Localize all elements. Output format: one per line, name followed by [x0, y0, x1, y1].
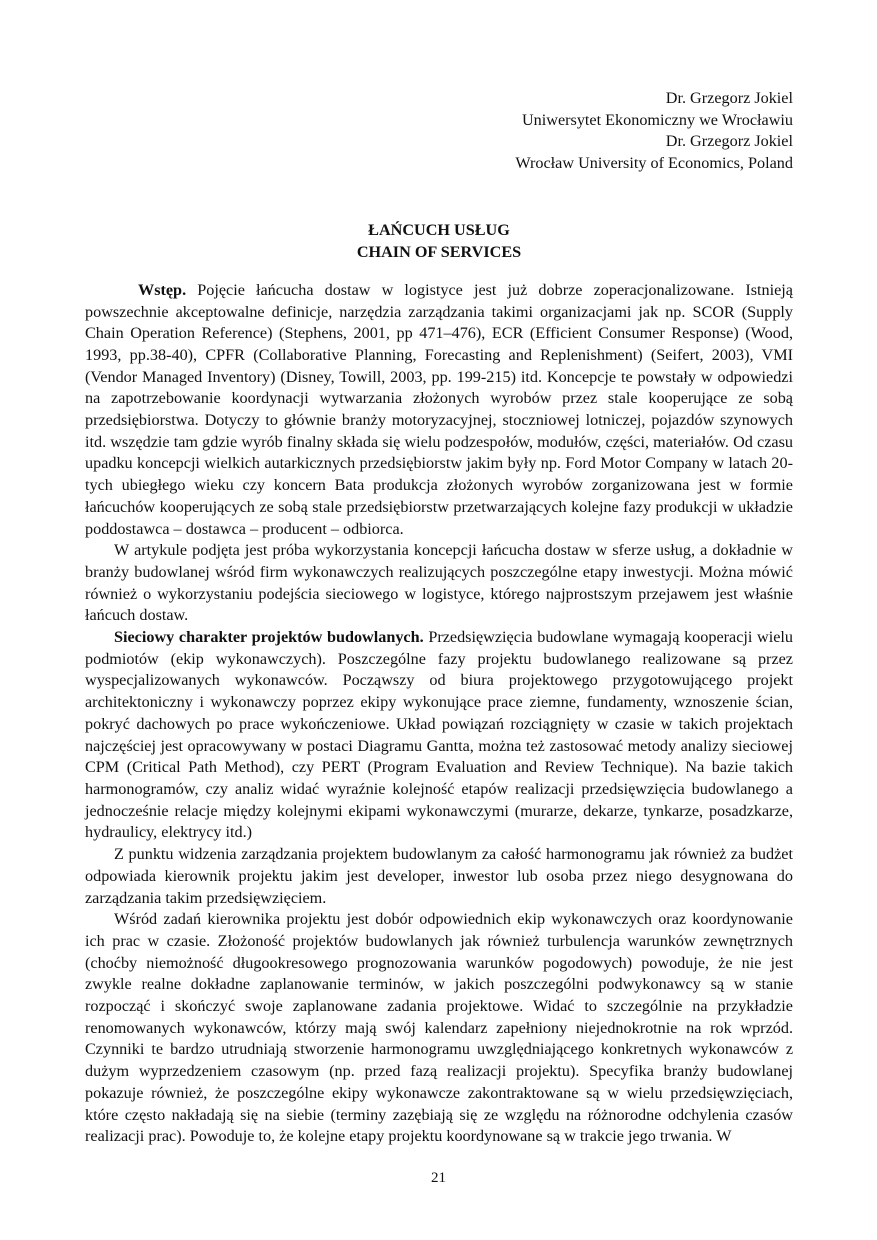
network-section-heading: Sieciowy charakter projektów budowlanych. — [114, 628, 424, 647]
introduction-heading: Wstęp. — [138, 280, 187, 299]
introduction-text: Pojęcie łańcucha dostaw w logistyce jest już dobrze zoperacjonalizowane. Istnieją powszechnie akceptowalne definicje, narzędzia zarządzania takimi organizacjami jak np. SCOR (Supply Chain Operation Reference) (Stephens, 2001, pp 471–476), ECR (Efficient Consumer Response) (Wood, 1993, pp.38-40), CPFR (Collaborative Planning, Forecasting and Replenishment) (Seifert, 2003), VMI (Vendor Managed Inventory) (Disney, Towill, 2003, pp. 199-215) itd. Koncepcje te powstały w odpowiedzi na zapotrzebowanie koordynacji wytwarzania złożonych wyrobów przez stale kooperujące ze sobą przedsiębiorstwa. Dotyczy to głównie branży motoryzacyjnej, stoczniowej lotniczej, pojazdów szynowych itd. wszędzie tam gdzie wyrób finalny składa się wielu podzespołów, modułów, części, materiałów. Od czasu upadku koncepcji wielkich autarkicznych przedsiębiorstw jakim były np. Ford Motor Company w latach 20-tych ubiegłego wieku czy koncern Bata produkcja złożonych wyrobów zorganizowana jest w formie łańcuchów kooperujących ze sobą stale przedsiębiorstw przetwarzających kolejne fazy produkcji w układzie poddostawca – dostawca – producent – odbiorca. — [85, 280, 793, 538]
affiliation-english: Wrocław University of Economics, Poland — [515, 154, 793, 173]
article-body — [85, 280, 793, 1148]
page — [85, 0, 793, 1148]
author-name-polish: Dr. Grzegorz Jokiel — [665, 89, 793, 107]
network-section-text: Przedsięwzięcia budowlane wymagają kooperacji wielu podmiotów (ekip wykonawczych). Poszczególne fazy projektu budowlanego realizowane są przez wyspecjalizowanych wykonawców. Począwszy od biura projektowego przygotowującego projekt architektoniczny i wykonawczy poprzez ekipy wykonujące prace ziemne, fundamenty, wznoszenie ścian, pokryć dachowych po prace wykończeniowe. Układ powiązań rozciągnięty w czasie w takich projektach najczęściej jest opracowywany w postaci Diagramu Gantta, można też zastosować metody analizy sieciowej CPM (Critical Path Method), czy PERT (Program Evaluation and Review Technique). Na bazie takich harmonogramów, czy analiz widać wyraźnie kolejność etapów realizacji przedsięwzięcia budowlanego a jednocześnie relacje między kolejnymi ekipami wykonawczymi (murarze, dekarze, tynkarze, posadzkarze, hydraulicy, elektrycy itd.) — [85, 628, 793, 842]
title-polish: ŁAŃCUCH USŁUG — [368, 220, 510, 239]
paragraph-article-aim: W artykule podjęta jest próba wykorzystania koncepcji łańcucha dostaw w sferze usług, a dokładnie w branży budowlanej wśród firm wykonawczych realizujących poszczególne etapy inwestycji. Można mówić również o wykorzystaniu podejścia sieciowego w logistyce, którego najprostszym przejawem jest właśnie łańcuch dostaw. — [85, 541, 793, 625]
author-name-english: Dr. Grzegorz Jokiel — [665, 132, 793, 151]
paragraph-project-management: Z punktu widzenia zarządzania projektem budowlanym za całość harmonogramu jak również za budżet odpowiada kierownik projektu jakim jest developer, inwestor lub osoba przez niego desygnowana do zarządzania takim przedsięwzięciem. — [85, 845, 793, 907]
affiliation-polish: Uniwersytet Ekonomiczny we Wrocławiu — [521, 110, 793, 129]
paragraph-network-character — [85, 627, 793, 844]
paper-title — [85, 219, 793, 264]
page-number: 21 — [431, 1170, 446, 1186]
title-english: CHAIN OF SERVICES — [356, 243, 522, 262]
paragraph-introduction — [85, 280, 793, 540]
paragraph-manager-tasks: Wśród zadań kierownika projektu jest dobór odpowiednich ekip wykonawczych oraz koordynowanie ich prac w czasie. Złożoność projektów budowlanych jak również turbulencja warunków zewnętrznych (choćby niemożność długookresowego prognozowania warunków pogodowych) powoduje, że nie jest zwykle realne dokładne zaplanowanie terminów, w jakich poszczególni podwykonawcy są w stanie rozpocząć i skończyć swoje zaplanowane zadania projektowe. Widać to szczególnie na przykładzie renomowanych wykonawców, którzy mają swój kalendarz zapełniony niejednokrotnie na rok wprzód. Czynniki te bardzo utrudniają stworzenie harmonogramu uwzględniającego konkretnych wykonawców z dużym wyprzedzeniem czasowym (np. przed fazą realizacji projektu). Specyfika branży budowlanej pokazuje również, że poszczególne ekipy wykonawcze zakontraktowane są w wielu przedsięwzięciach, które często nakładają się na siebie (terminy zazębiają się ze względu na różnorodne odchylenia czasów realizacji prac). Powoduje to, że kolejne etapy projektu koordynowane są w trakcie jego trwania. W — [85, 910, 793, 1146]
author-block — [85, 88, 793, 175]
